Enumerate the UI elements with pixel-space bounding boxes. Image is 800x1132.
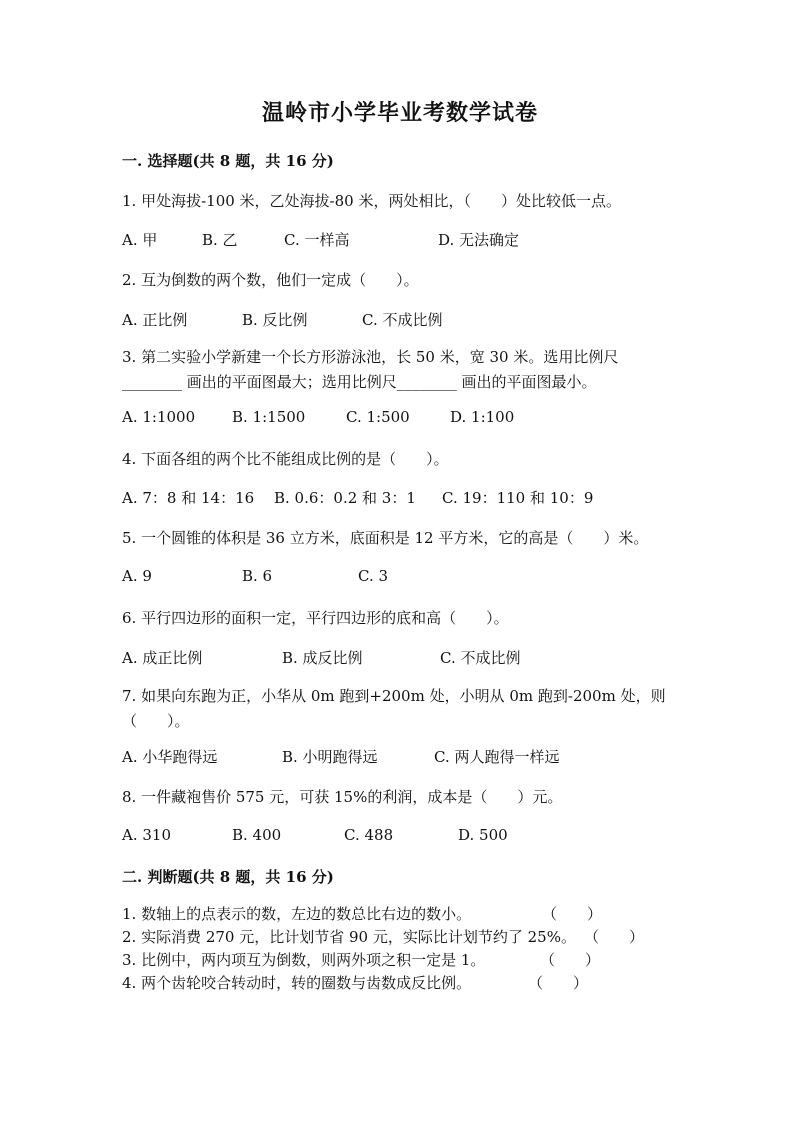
question-6: 6. 平行四边形的面积一定，平行四边形的底和高（ ）。: [122, 609, 509, 627]
option: A. 9: [122, 567, 152, 585]
question-2: 2. 互为倒数的两个数，他们一定成（ ）。: [122, 271, 419, 289]
question-4: 4. 下面各组的两个比不能组成比例的是（ ）。: [122, 450, 449, 468]
option: A. 1:1000: [122, 408, 196, 426]
option: B. 成反比例: [282, 649, 363, 667]
option: A. 小华跑得远: [122, 748, 218, 766]
answer-blank: （ ）: [584, 928, 645, 946]
question-7: [122, 684, 666, 734]
question-7-line-1: 7. 如果向东跑为正，小华从 0m 跑到+200m 处，小明从 0m 跑到-200m 处，则: [122, 687, 666, 705]
question-8-options: [122, 826, 682, 848]
judge-item-text: 1. 数轴上的点表示的数，左边的数总比右边的数小。: [122, 905, 472, 923]
option: A. 7：8 和 14：16: [122, 489, 255, 507]
option: B. 400: [232, 826, 282, 844]
question-8: 8. 一件藏袍售价 575 元，可获 15%的利润，成本是（ ）元。: [122, 788, 563, 806]
section-heading-choice: 一. 选择题(共 8 题，共 16 分): [122, 152, 334, 170]
question-7-line-2: （ ）。: [122, 712, 190, 730]
question-5-options: [122, 567, 682, 589]
option: D. 1:100: [450, 408, 515, 426]
question-3-line-1: 3. 第二实验小学新建一个长方形游泳池，长 50 米，宽 30 米。选用比例尺: [122, 348, 619, 366]
answer-blank: （ ）: [542, 905, 603, 923]
option: C. 不成比例: [440, 649, 521, 667]
option: D. 无法确定: [438, 231, 520, 249]
section-heading-judge: 二. 判断题(共 8 题，共 16 分): [122, 868, 334, 886]
option: A. 甲: [122, 231, 158, 249]
option: C. 19：110 和 10：9: [442, 489, 594, 507]
question-4-options: [122, 487, 682, 509]
judge-item: [122, 926, 645, 949]
option: D. 500: [458, 826, 508, 844]
option: A. 正比例: [122, 311, 188, 329]
judge-item: [122, 903, 603, 926]
option: A. 310: [122, 826, 171, 844]
option: B. 1:1500: [232, 408, 306, 426]
option: B. 0.6：0.2 和 3：1: [274, 489, 416, 507]
answer-blank: （ ）: [528, 974, 589, 992]
option: C. 3: [358, 567, 389, 585]
judge-item-text: 3. 比例中，两内项互为倒数，则两外项之积一定是 1。: [122, 951, 486, 969]
option: C. 一样高: [284, 231, 350, 249]
question-3: [122, 345, 618, 395]
judge-item-text: 2. 实际消费 270 元，比计划节省 90 元，实际比计划节约了 25%。: [122, 928, 576, 946]
option: A. 成正比例: [122, 649, 203, 667]
judge-item: [122, 972, 589, 995]
question-3-options: [122, 408, 682, 430]
option: C. 两人跑得一样远: [434, 748, 560, 766]
judge-item-text: 4. 两个齿轮咬合转动时，转的圈数与齿数成反比例。: [122, 974, 472, 992]
question-1: 1. 甲处海拔-100 米，乙处海拔-80 米，两处相比，（ ）处比较低一点。: [122, 192, 621, 210]
question-3-line-2: ________ 画出的平面图最大；选用比例尺________ 画出的平面图最小。: [122, 373, 597, 391]
judge-item: [122, 949, 601, 972]
option: B. 6: [242, 567, 273, 585]
option: C. 不成比例: [362, 311, 443, 329]
question-5: 5. 一个圆锥的体积是 36 立方米，底面积是 12 平方米，它的高是（ ）米。: [122, 529, 649, 547]
question-2-options: [122, 309, 682, 331]
page-title: 温岭市小学毕业考数学试卷: [261, 100, 538, 126]
option: B. 乙: [202, 231, 238, 249]
option: C. 488: [344, 826, 394, 844]
option: C. 1:500: [346, 408, 410, 426]
option: B. 反比例: [242, 311, 308, 329]
question-7-options: [122, 746, 682, 768]
option: B. 小明跑得远: [282, 748, 378, 766]
question-1-options: [122, 229, 682, 251]
question-6-options: [122, 647, 682, 669]
answer-blank: （ ）: [540, 951, 601, 969]
